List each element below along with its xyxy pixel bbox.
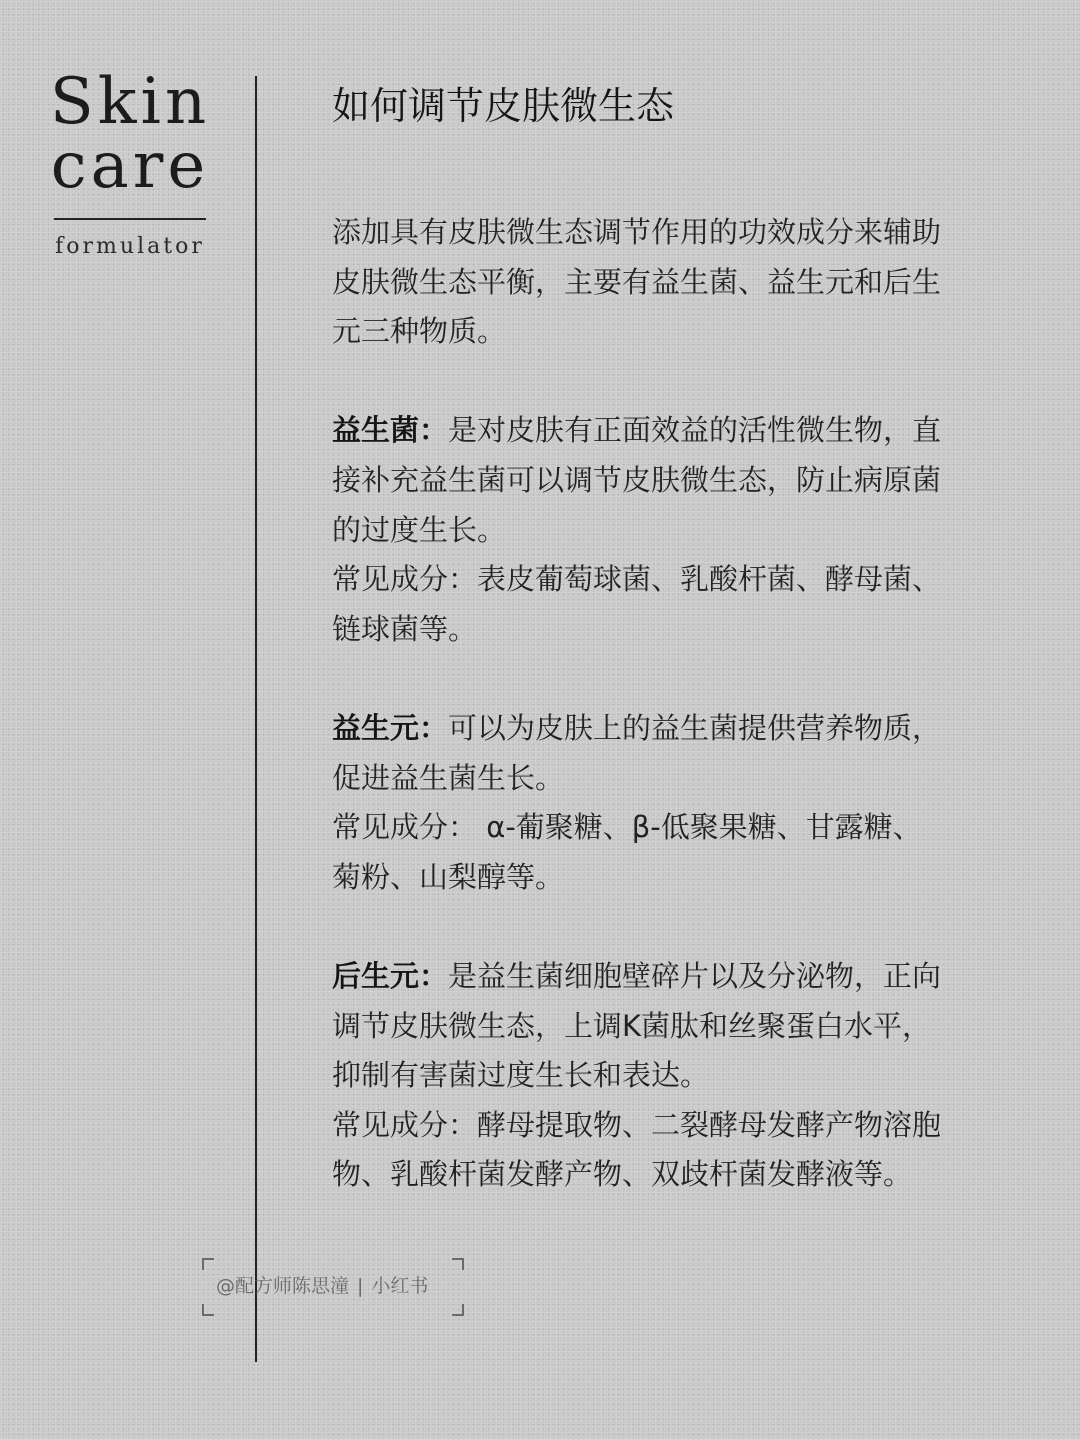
- logo-care-text: care: [50, 129, 210, 203]
- watermark: [202, 1258, 464, 1316]
- page-title: 如何调节皮肤微生态: [332, 84, 675, 128]
- corner-bracket-icon: [452, 1258, 464, 1270]
- brand-logo: [40, 65, 220, 259]
- section-heading: 后生元：: [332, 958, 449, 993]
- watermark-author: @配方师陈思潼: [216, 1275, 350, 1297]
- intro-paragraph: [332, 208, 1032, 357]
- logo-skin-text: Skin: [49, 65, 211, 139]
- text-line: 皮肤微生态平衡，主要有益生菌、益生元和后生: [332, 264, 942, 299]
- text-fragment: 是对皮肤有正面效益的活性微生物，直: [448, 413, 942, 448]
- section-heading: 益生元：: [332, 710, 449, 745]
- corner-bracket-icon: [202, 1304, 214, 1316]
- vertical-divider: [255, 76, 257, 1362]
- prebiotics-section: [332, 704, 1032, 902]
- watermark-text: [216, 1273, 428, 1299]
- text-line: 元三种物质。: [332, 314, 507, 349]
- text-line: 常见成分：酵母提取物、二裂酵母发酵产物溶胞: [332, 1107, 942, 1142]
- watermark-separator: |: [357, 1275, 364, 1297]
- corner-bracket-icon: [202, 1258, 214, 1270]
- text-line: 常见成分： α-葡聚糖、β-低聚果糖、甘露糖、: [332, 810, 922, 845]
- logo-divider: [54, 218, 206, 220]
- corner-bracket-icon: [452, 1304, 464, 1316]
- text-line: 添加具有皮肤微生态调节作用的功效成分来辅助: [332, 215, 942, 249]
- text-line: 菊粉、山梨醇等。: [332, 859, 565, 894]
- text-line: 接补充益生菌可以调节皮肤微生态，防止病原菌: [332, 462, 942, 497]
- probiotics-section: [332, 406, 1032, 654]
- text-line: 链球菌等。: [332, 611, 478, 646]
- text-line: 的过度生长。: [332, 512, 507, 547]
- logo-subtitle: formulator: [55, 234, 205, 259]
- postbiotics-section: [332, 952, 1032, 1200]
- text-line: [332, 406, 1032, 456]
- text-line: 促进益生菌生长。: [332, 760, 565, 795]
- text-line: 调节皮肤微生态，上调K菌肽和丝聚蛋白水平，: [332, 1008, 932, 1043]
- text-fragment: 是益生菌细胞壁碎片以及分泌物，正向: [448, 958, 942, 993]
- text-line: 抑制有害菌过度生长和表达。: [332, 1058, 710, 1093]
- text-line: [332, 704, 1032, 754]
- text-line: 常见成分：表皮葡萄球菌、乳酸杆菌、酵母菌、: [332, 562, 942, 597]
- text-line: [332, 952, 1032, 1002]
- article-body: [332, 208, 1032, 1200]
- text-fragment: 可以为皮肤上的益生菌提供营养物质，: [448, 710, 942, 745]
- watermark-platform: 小红书: [371, 1275, 429, 1297]
- text-line: 物、乳酸杆菌发酵产物、双歧杆菌发酵液等。: [332, 1157, 913, 1192]
- section-heading: 益生菌：: [332, 413, 449, 448]
